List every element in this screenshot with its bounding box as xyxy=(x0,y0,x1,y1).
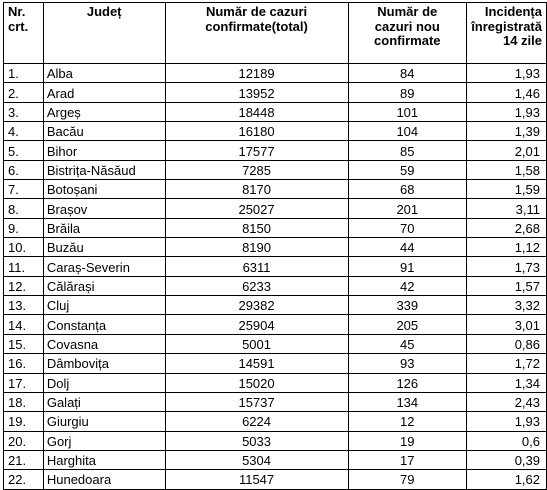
cell-total: 5001 xyxy=(165,334,348,353)
table-row xyxy=(4,218,547,237)
table-row xyxy=(4,180,547,199)
table-row xyxy=(4,257,547,276)
table-row xyxy=(4,450,547,469)
cell-judet: Giurgiu xyxy=(43,412,165,431)
cell-noi: 93 xyxy=(348,354,466,373)
cell-noi: 68 xyxy=(348,180,466,199)
table-row xyxy=(4,334,547,353)
cell-nr: 20. xyxy=(4,431,44,450)
cell-nr: 7. xyxy=(4,180,44,199)
cell-total: 25027 xyxy=(165,199,348,218)
table-row xyxy=(4,412,547,431)
cell-noi: 101 xyxy=(348,102,466,121)
cell-nr: 4. xyxy=(4,122,44,141)
cell-incidenta: 0,86 xyxy=(467,334,547,353)
cell-incidenta: 1,34 xyxy=(467,373,547,392)
cell-noi: 104 xyxy=(348,122,466,141)
cell-incidenta: 1,46 xyxy=(467,83,547,102)
cell-total: 6233 xyxy=(165,276,348,295)
cell-incidenta: 1,93 xyxy=(467,412,547,431)
table-row xyxy=(4,160,547,179)
cell-judet: Galați xyxy=(43,392,165,411)
cell-judet: Dâmbovița xyxy=(43,354,165,373)
cell-noi: 91 xyxy=(348,257,466,276)
cell-total: 15020 xyxy=(165,373,348,392)
cell-noi: 79 xyxy=(348,470,466,489)
cell-noi: 201 xyxy=(348,199,466,218)
cell-noi: 19 xyxy=(348,431,466,450)
cell-judet: Botoșani xyxy=(43,180,165,199)
cell-judet: Dolj xyxy=(43,373,165,392)
cell-nr: 6. xyxy=(4,160,44,179)
cell-judet: Călărași xyxy=(43,276,165,295)
cell-judet: Harghita xyxy=(43,450,165,469)
cell-incidenta: 3,01 xyxy=(467,315,547,334)
table-row xyxy=(4,238,547,257)
cell-incidenta: 0,6 xyxy=(467,431,547,450)
cell-noi: 17 xyxy=(348,450,466,469)
table-row xyxy=(4,392,547,411)
cell-total: 16180 xyxy=(165,122,348,141)
cell-total: 18448 xyxy=(165,102,348,121)
cell-noi: 89 xyxy=(348,83,466,102)
cell-judet: Covasna xyxy=(43,334,165,353)
cell-total: 5033 xyxy=(165,431,348,450)
cell-nr: 21. xyxy=(4,450,44,469)
cell-nr: 5. xyxy=(4,141,44,160)
cell-judet: Caraș-Severin xyxy=(43,257,165,276)
cell-judet: Brașov xyxy=(43,199,165,218)
cell-incidenta: 3,11 xyxy=(467,199,547,218)
cell-incidenta: 1,73 xyxy=(467,257,547,276)
cell-nr: 9. xyxy=(4,218,44,237)
cell-total: 12189 xyxy=(165,64,348,83)
cell-judet: Cluj xyxy=(43,296,165,315)
cell-total: 8150 xyxy=(165,218,348,237)
cell-judet: Bihor xyxy=(43,141,165,160)
cell-noi: 44 xyxy=(348,238,466,257)
table-row xyxy=(4,431,547,450)
cell-total: 11547 xyxy=(165,470,348,489)
cell-total: 6311 xyxy=(165,257,348,276)
cell-judet: Buzău xyxy=(43,238,165,257)
cell-incidenta: 2,68 xyxy=(467,218,547,237)
cell-noi: 134 xyxy=(348,392,466,411)
cell-judet: Argeș xyxy=(43,102,165,121)
table-row xyxy=(4,122,547,141)
table-row xyxy=(4,102,547,121)
table-row xyxy=(4,199,547,218)
header-judet: Județ xyxy=(43,3,165,64)
cell-nr: 22. xyxy=(4,470,44,489)
header-total: Număr de cazuri confirmate(total) xyxy=(165,3,348,64)
cell-incidenta: 1,39 xyxy=(467,122,547,141)
cell-nr: 15. xyxy=(4,334,44,353)
cell-total: 25904 xyxy=(165,315,348,334)
cell-nr: 8. xyxy=(4,199,44,218)
cell-nr: 13. xyxy=(4,296,44,315)
cell-incidenta: 1,62 xyxy=(467,470,547,489)
cell-judet: Arad xyxy=(43,83,165,102)
header-nr: Nr. crt. xyxy=(4,3,44,64)
cell-nr: 12. xyxy=(4,276,44,295)
cell-noi: 59 xyxy=(348,160,466,179)
cell-judet: Hunedoara xyxy=(43,470,165,489)
cell-total: 8190 xyxy=(165,238,348,257)
table-row xyxy=(4,354,547,373)
cell-incidenta: 1,72 xyxy=(467,354,547,373)
cell-noi: 70 xyxy=(348,218,466,237)
table-row xyxy=(4,64,547,83)
header-noi: Număr de cazuri nou confirmate xyxy=(348,3,466,64)
cell-total: 15737 xyxy=(165,392,348,411)
cell-noi: 84 xyxy=(348,64,466,83)
cell-noi: 12 xyxy=(348,412,466,431)
cell-incidenta: 3,32 xyxy=(467,296,547,315)
cell-total: 5304 xyxy=(165,450,348,469)
table-row xyxy=(4,315,547,334)
cell-incidenta: 1,93 xyxy=(467,102,547,121)
cell-noi: 339 xyxy=(348,296,466,315)
cell-judet: Bacău xyxy=(43,122,165,141)
table-row xyxy=(4,276,547,295)
cell-nr: 3. xyxy=(4,102,44,121)
cell-total: 7285 xyxy=(165,160,348,179)
cell-noi: 45 xyxy=(348,334,466,353)
header-row xyxy=(4,3,547,64)
cell-nr: 2. xyxy=(4,83,44,102)
table-row xyxy=(4,83,547,102)
cell-noi: 85 xyxy=(348,141,466,160)
cell-total: 6224 xyxy=(165,412,348,431)
table-row xyxy=(4,141,547,160)
cell-judet: Constanța xyxy=(43,315,165,334)
cell-total: 13952 xyxy=(165,83,348,102)
cell-judet: Brăila xyxy=(43,218,165,237)
table-body xyxy=(4,64,547,490)
cell-nr: 17. xyxy=(4,373,44,392)
cell-total: 29382 xyxy=(165,296,348,315)
cell-nr: 1. xyxy=(4,64,44,83)
cell-nr: 14. xyxy=(4,315,44,334)
cell-incidenta: 1,59 xyxy=(467,180,547,199)
cell-incidenta: 1,93 xyxy=(467,64,547,83)
cell-judet: Bistrița-Năsăud xyxy=(43,160,165,179)
cell-judet: Gorj xyxy=(43,431,165,450)
table-row xyxy=(4,296,547,315)
cell-total: 14591 xyxy=(165,354,348,373)
cell-incidenta: 1,12 xyxy=(467,238,547,257)
cell-nr: 10. xyxy=(4,238,44,257)
cell-nr: 18. xyxy=(4,392,44,411)
cell-incidenta: 2,01 xyxy=(467,141,547,160)
cell-nr: 11. xyxy=(4,257,44,276)
header-incidenta: Incidența înregistrată 14 zile xyxy=(467,3,547,64)
cell-incidenta: 0,39 xyxy=(467,450,547,469)
cell-nr: 19. xyxy=(4,412,44,431)
cell-incidenta: 1,57 xyxy=(467,276,547,295)
cell-total: 8170 xyxy=(165,180,348,199)
table-row xyxy=(4,373,547,392)
cell-noi: 205 xyxy=(348,315,466,334)
table-row xyxy=(4,470,547,489)
covid-cases-table xyxy=(3,2,547,490)
cell-judet: Alba xyxy=(43,64,165,83)
cell-noi: 42 xyxy=(348,276,466,295)
cell-noi: 126 xyxy=(348,373,466,392)
cell-total: 17577 xyxy=(165,141,348,160)
cell-nr: 16. xyxy=(4,354,44,373)
cell-incidenta: 2,43 xyxy=(467,392,547,411)
cell-incidenta: 1,58 xyxy=(467,160,547,179)
